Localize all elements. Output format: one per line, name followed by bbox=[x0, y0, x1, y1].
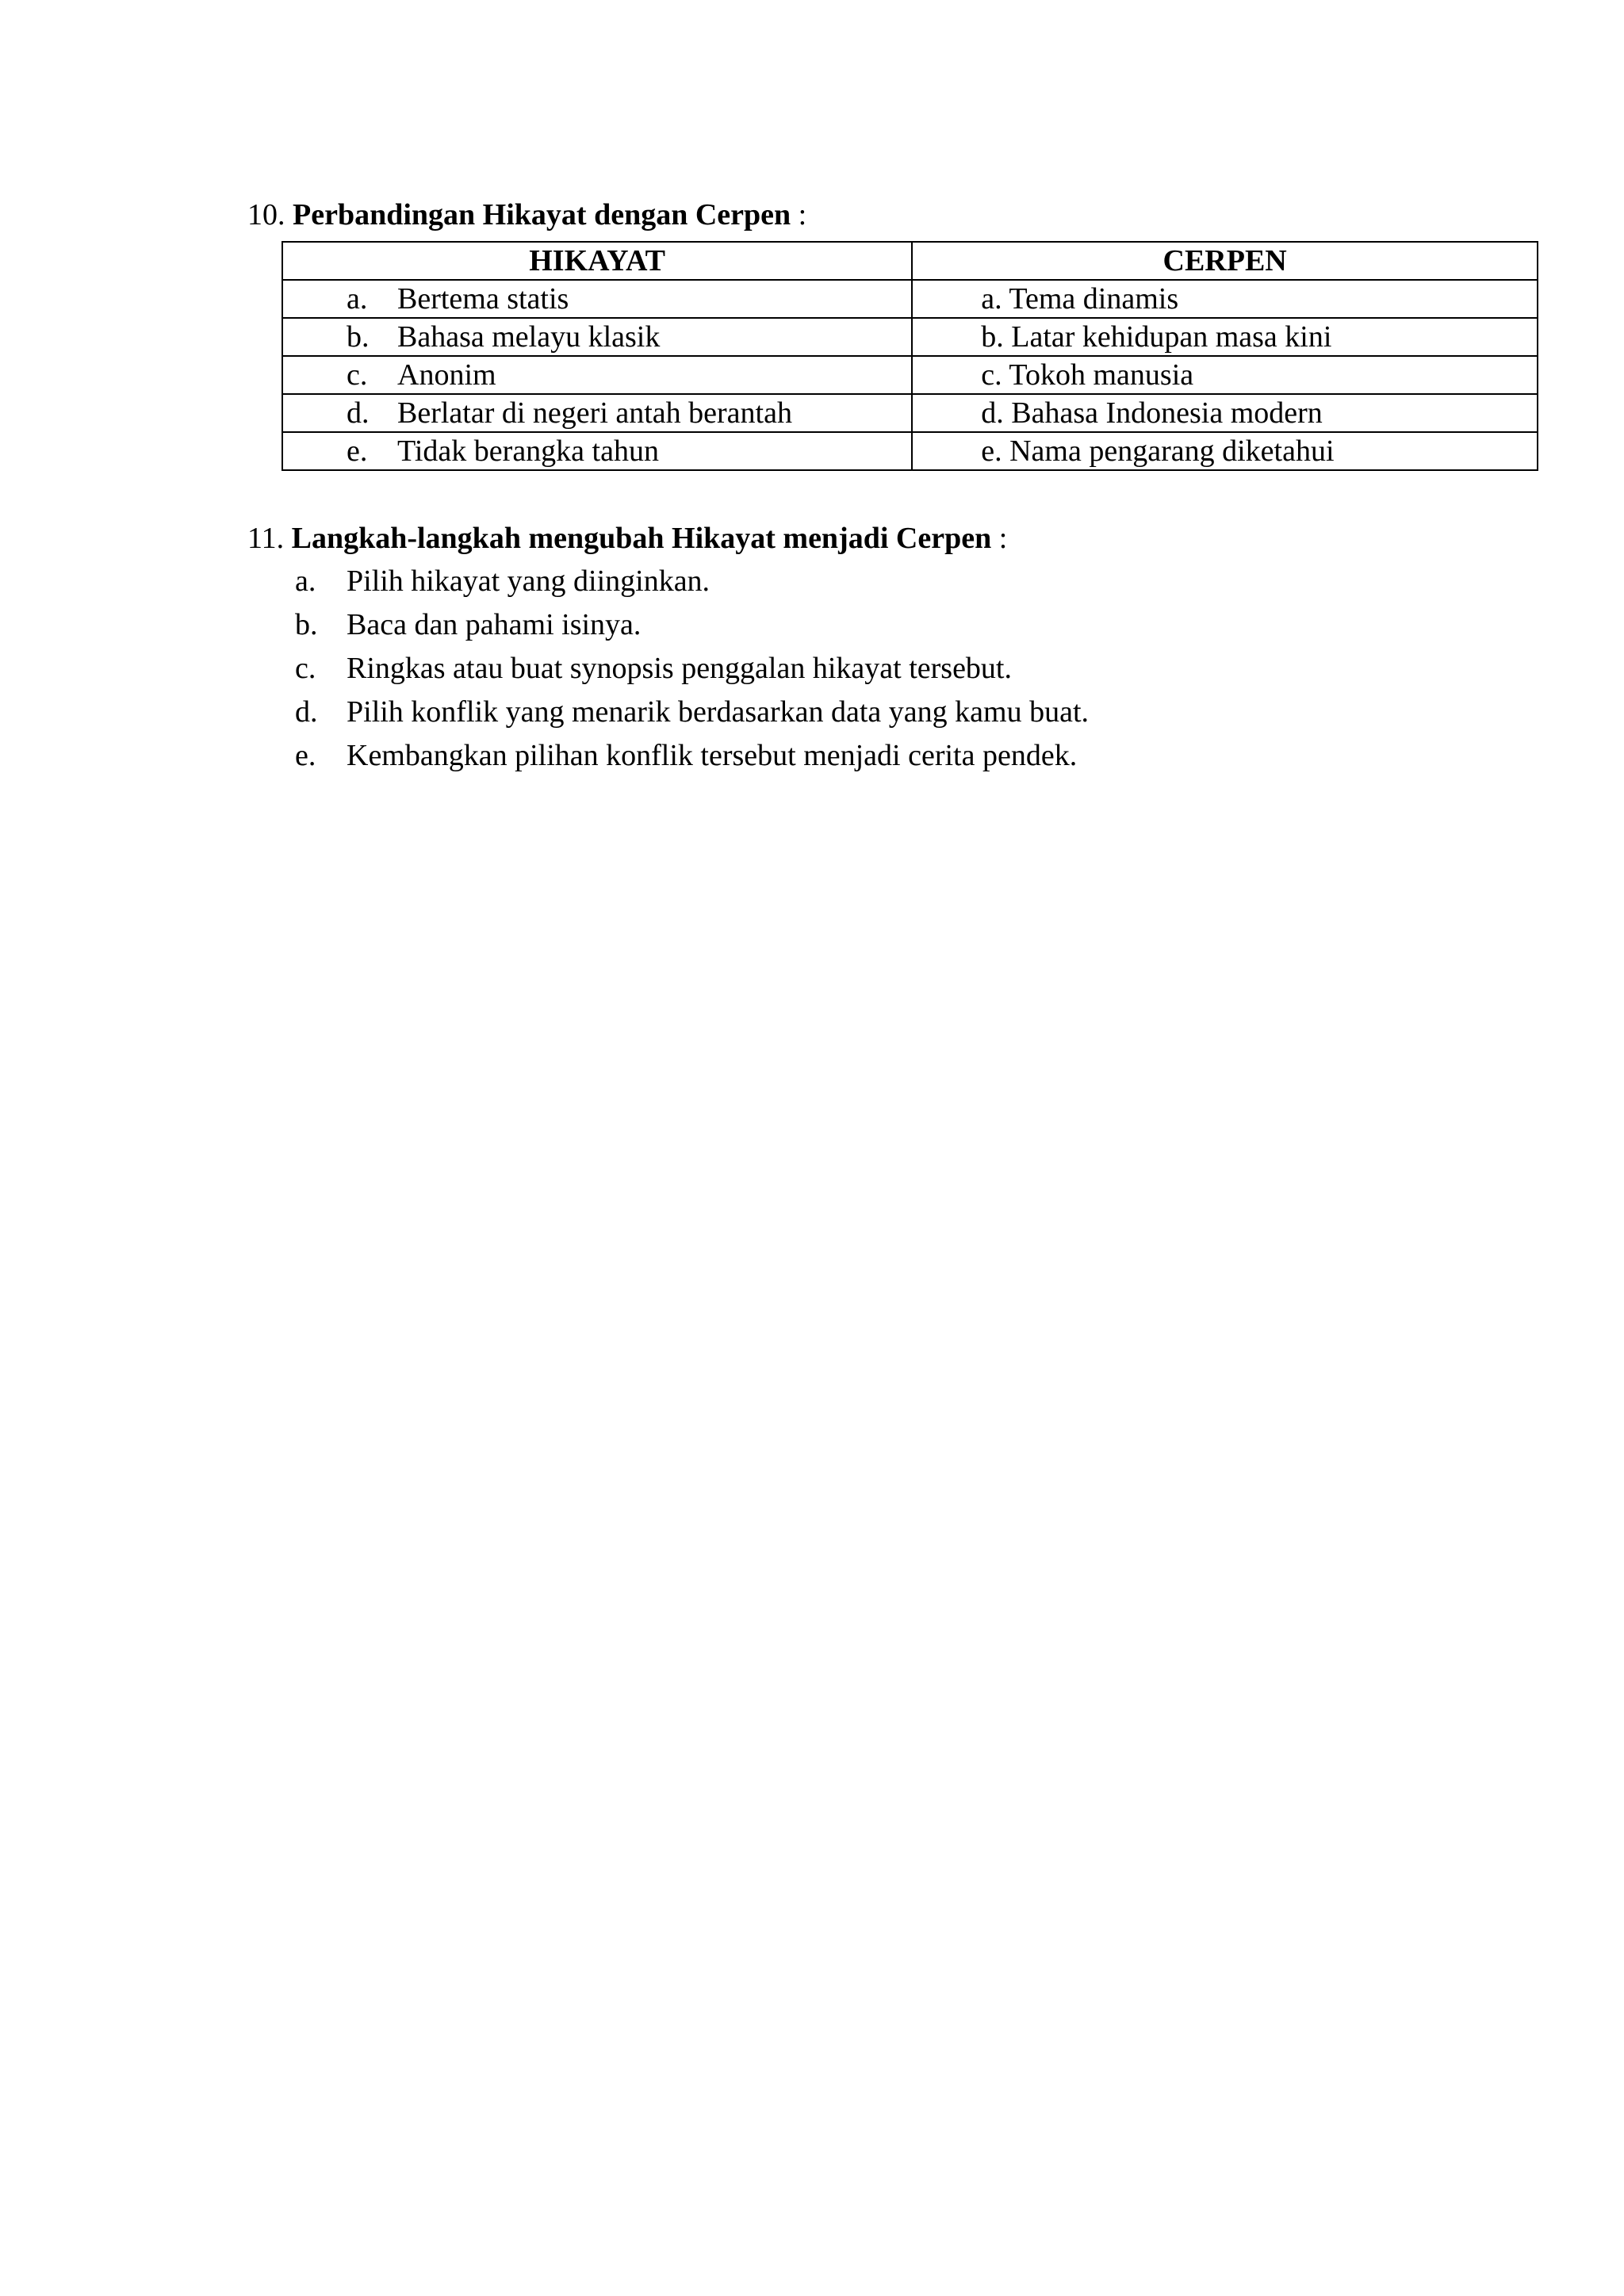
hikayat-cell bbox=[282, 432, 912, 470]
step-text: Pilih konflik yang menarik berdasarkan data yang kamu buat. bbox=[347, 695, 1090, 729]
step-marker: a. bbox=[295, 564, 316, 598]
hikayat-text: Tidak berangka tahun bbox=[397, 434, 659, 468]
step-marker: e. bbox=[295, 739, 316, 772]
hikayat-cell bbox=[282, 280, 912, 318]
step-marker: d. bbox=[295, 695, 318, 729]
hikayat-text: Bahasa melayu klasik bbox=[397, 320, 661, 354]
section-11-heading bbox=[247, 520, 1007, 557]
list-item bbox=[295, 694, 1089, 737]
list-item bbox=[295, 607, 1089, 650]
header-hikayat: HIKAYAT bbox=[282, 242, 912, 280]
section-10-colon: : bbox=[791, 198, 807, 232]
hikayat-cell bbox=[282, 394, 912, 432]
hikayat-marker: e. bbox=[347, 434, 368, 468]
section-11-colon: : bbox=[991, 522, 1008, 555]
section-10-number: 10. bbox=[247, 198, 285, 232]
hikayat-cell bbox=[282, 356, 912, 394]
hikayat-text: Bertema statis bbox=[397, 282, 569, 316]
hikayat-marker: c. bbox=[347, 358, 368, 392]
step-text: Ringkas atau buat synopsis penggalan hikayat tersebut. bbox=[347, 652, 1012, 685]
cerpen-cell: a. Tema dinamis bbox=[912, 280, 1538, 318]
step-marker: b. bbox=[295, 608, 318, 641]
cerpen-cell: c. Tokoh manusia bbox=[912, 356, 1538, 394]
section-11-title: Langkah-langkah mengubah Hikayat menjadi Cerpen bbox=[291, 522, 992, 555]
table-row bbox=[282, 280, 1538, 318]
table-row bbox=[282, 356, 1538, 394]
table-row bbox=[282, 394, 1538, 432]
step-text: Kembangkan pilihan konflik tersebut menjadi cerita pendek. bbox=[347, 739, 1078, 772]
cerpen-cell: b. Latar kehidupan masa kini bbox=[912, 318, 1538, 356]
hikayat-marker: d. bbox=[347, 396, 370, 430]
list-item bbox=[295, 563, 1089, 607]
steps-list bbox=[295, 563, 1089, 781]
cerpen-cell: d. Bahasa Indonesia modern bbox=[912, 394, 1538, 432]
list-item bbox=[295, 650, 1089, 694]
hikayat-marker: b. bbox=[347, 320, 370, 354]
cerpen-cell: e. Nama pengarang diketahui bbox=[912, 432, 1538, 470]
section-11-number: 11. bbox=[247, 522, 285, 555]
hikayat-cell bbox=[282, 318, 912, 356]
list-item bbox=[295, 737, 1089, 781]
table-row bbox=[282, 432, 1538, 470]
step-text: Pilih hikayat yang diinginkan. bbox=[347, 564, 710, 598]
hikayat-text: Anonim bbox=[397, 358, 496, 392]
hikayat-text: Berlatar di negeri antah berantah bbox=[397, 396, 792, 430]
header-cerpen: CERPEN bbox=[912, 242, 1538, 280]
step-text: Baca dan pahami isinya. bbox=[347, 608, 642, 641]
table-row bbox=[282, 318, 1538, 356]
table-header-row bbox=[282, 242, 1538, 280]
section-10-heading bbox=[247, 197, 806, 233]
section-10-title: Perbandingan Hikayat dengan Cerpen bbox=[293, 198, 791, 232]
hikayat-marker: a. bbox=[347, 282, 368, 316]
comparison-table bbox=[282, 241, 1538, 471]
step-marker: c. bbox=[295, 652, 316, 685]
